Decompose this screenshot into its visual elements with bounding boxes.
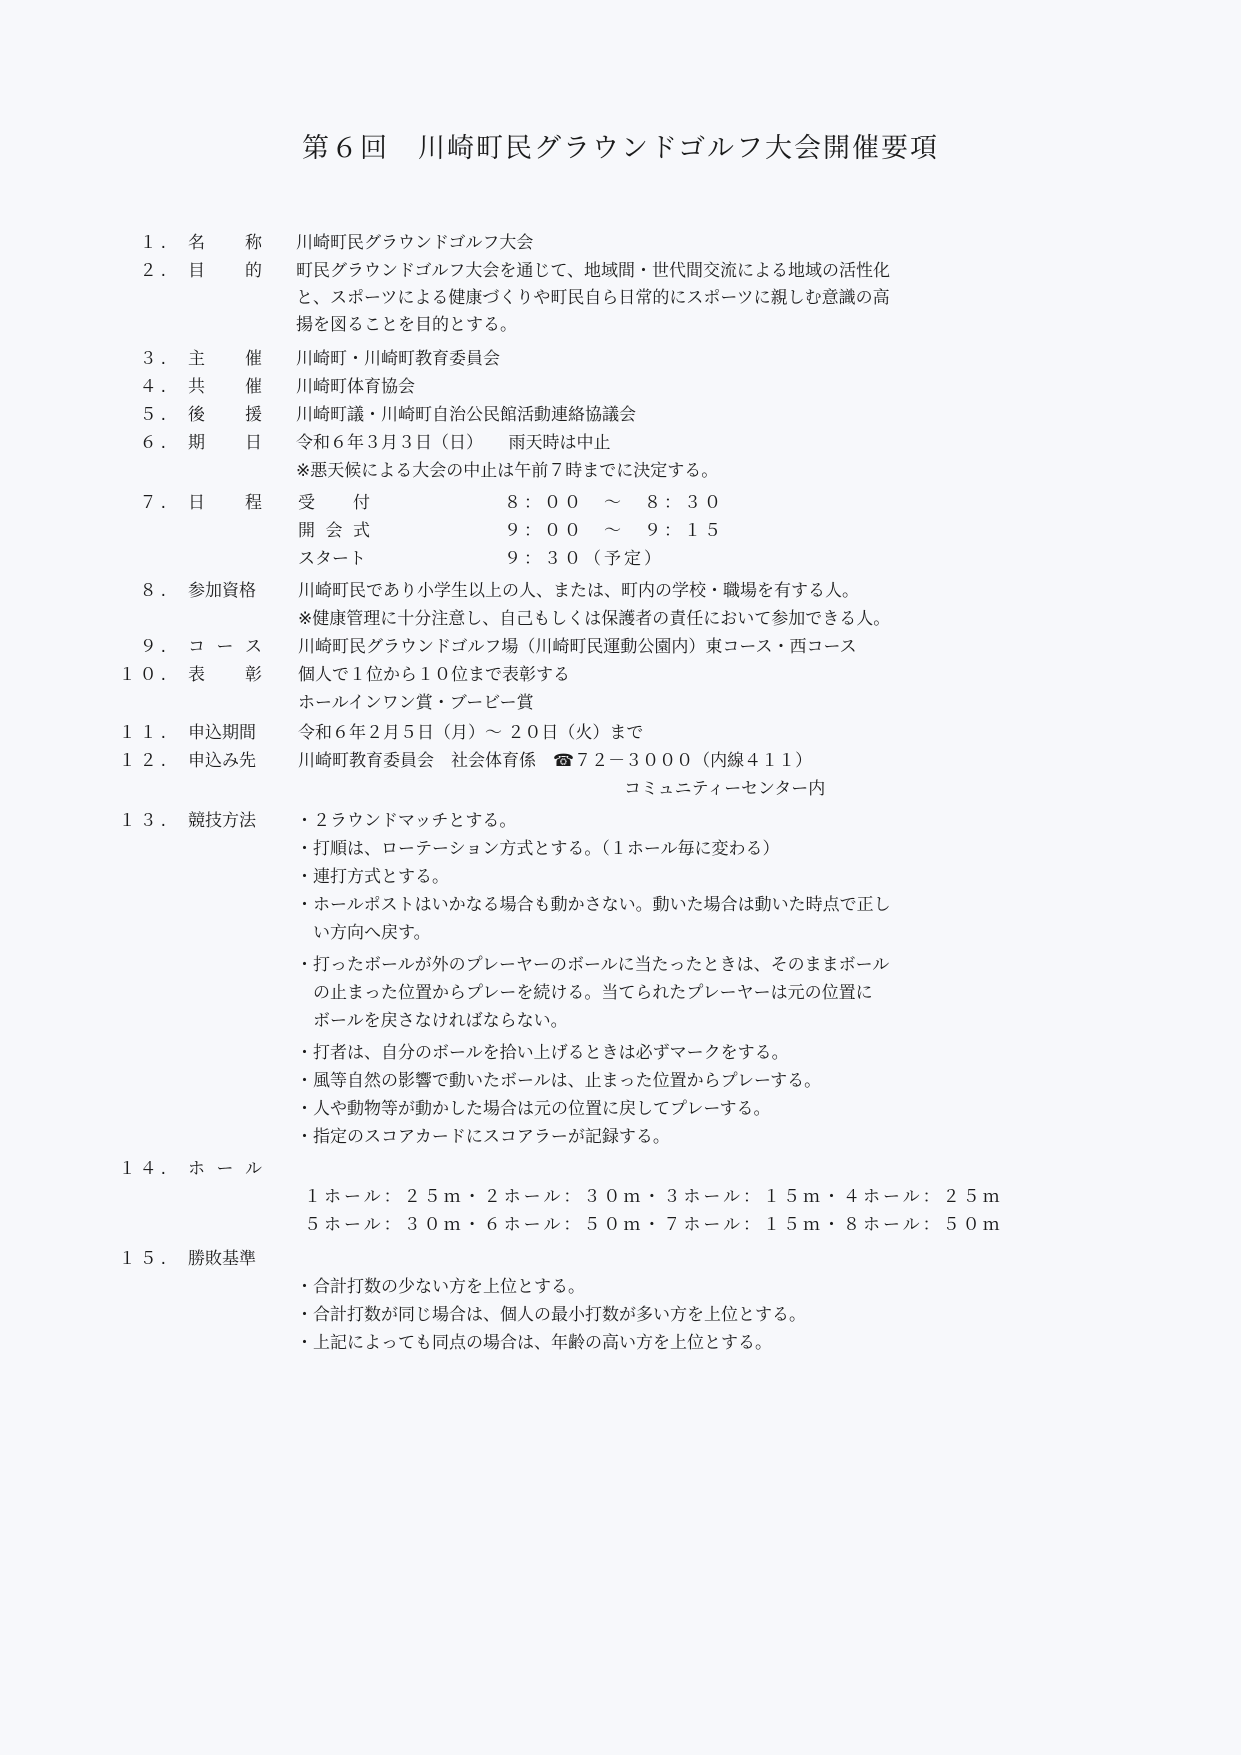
item-label: 日 程: [188, 493, 262, 513]
rule-text: ・人や動物等が動かした場合は元の位置に戻してプレーする。: [296, 1099, 771, 1119]
item-text: 個人で１位から１０位まで表彰する: [298, 665, 570, 685]
document-title: 第６回 川崎町民グラウンドゴルフ大会開催要項: [302, 133, 939, 164]
item-label: 期 日: [188, 433, 262, 453]
item-label: コ ー ス: [188, 637, 262, 657]
item-text: 川崎町民グラウンドゴルフ場（川崎町民運動公園内）東コース・西コース: [298, 637, 857, 657]
item-label: 申込期間: [188, 723, 256, 743]
item-text: 川崎町民であり小学生以上の人、または、町内の学校・職場を有する人。: [298, 581, 859, 601]
rule-text: い方向へ戻す。: [296, 923, 431, 943]
item-label: 表 彰: [188, 665, 262, 685]
item-number: ２.: [139, 261, 170, 281]
schedule-time: ９：００ ～ ９：１５: [504, 521, 724, 541]
item-text: 町民グラウンドゴルフ大会を通じて、地域間・世代間交流による地域の活性化: [296, 261, 890, 281]
rule-text: ・ホールポストはいかなる場合も動かさない。動いた場合は動いた時点で正し: [296, 895, 891, 915]
item-text: ※健康管理に十分注意し、自己もしくは保護者の責任において参加できる人。: [298, 609, 891, 629]
rule-text: ・打者は、自分のボールを拾い上げるときは必ずマークをする。: [296, 1043, 789, 1063]
item-label: 参加資格: [188, 581, 256, 601]
rule-text: ・連打方式とする。: [296, 867, 449, 887]
item-number: １３.: [118, 811, 170, 831]
item-label: 主 催: [188, 349, 262, 369]
item-number: １４.: [118, 1159, 170, 1179]
rule-text: ・合計打数が同じ場合は、個人の最小打数が多い方を上位とする。: [296, 1305, 806, 1325]
rule-text: ・合計打数の少ない方を上位とする。: [296, 1277, 585, 1297]
item-number: １５.: [118, 1249, 170, 1269]
item-text: 川崎町議・川崎町自治公民館活動連絡協議会: [296, 405, 636, 425]
item-text: 川崎町教育委員会 社会体育係 ☎７２－３０００（内線４１１）: [298, 751, 813, 771]
rule-text: ・２ラウンドマッチとする。: [296, 811, 517, 831]
rule-text: ・打順は、ローテーション方式とする。（１ホール毎に変わる）: [296, 839, 780, 859]
hole-distances: ５ホール：３０ｍ・６ホール：５０ｍ・７ホール：１５ｍ・８ホール：５０ｍ: [304, 1215, 1003, 1235]
item-number: １０.: [118, 665, 170, 685]
item-number: ４.: [139, 377, 170, 397]
item-label: 共 催: [188, 377, 262, 397]
item-number: ９.: [139, 637, 170, 657]
item-text: と、スポーツによる健康づくりや町民自ら日常的にスポーツに親しむ意識の高: [296, 288, 890, 308]
item-number: ３.: [139, 349, 170, 369]
item-label: 勝敗基準: [188, 1249, 256, 1269]
hole-distances: １ホール：２５ｍ・２ホール：３０ｍ・３ホール：１５ｍ・４ホール：２５ｍ: [304, 1187, 1003, 1207]
item-text: 揚を図ることを目的とする。: [296, 315, 517, 335]
item-text: ※悪天候による大会の中止は午前７時までに決定する。: [296, 461, 719, 481]
item-text: ホールインワン賞・ブービー賞: [298, 693, 534, 713]
rule-text: の止まった位置からプレーを続ける。当てられたプレーヤーは元の位置に: [296, 983, 873, 1003]
item-text: 川崎町体育協会: [296, 377, 415, 397]
item-number: １２.: [118, 751, 170, 771]
item-number: ７.: [139, 493, 170, 513]
schedule-name: スタート: [298, 549, 366, 569]
item-text: 令和６年３月３日（日） 雨天時は中止: [296, 433, 611, 453]
item-text: 川崎町・川崎町教育委員会: [296, 349, 500, 369]
item-label: 申込み先: [188, 751, 256, 771]
item-text: 川崎町民グラウンドゴルフ大会: [296, 233, 534, 253]
item-text: 令和６年２月５日（月）～ ２０日（火）まで: [298, 723, 644, 743]
schedule-time: ８：００ ～ ８：３０: [504, 493, 724, 513]
rule-text: ・打ったボールが外のプレーヤーのボールに当たったときは、そのままボール: [296, 955, 890, 975]
schedule-time: ９：３０（予定）: [504, 549, 664, 569]
schedule-name: 開 会 式: [298, 521, 370, 541]
item-label: ホ ー ル: [188, 1159, 262, 1179]
rule-text: ・指定のスコアカードにスコアラーが記録する。: [296, 1127, 670, 1147]
item-label: 競技方法: [188, 811, 256, 831]
rule-text: ・風等自然の影響で動いたボールは、止まった位置からプレーする。: [296, 1071, 822, 1091]
rule-text: ボールを戻さなければならない。: [296, 1011, 568, 1031]
item-number: １.: [139, 233, 170, 253]
item-number: ５.: [139, 405, 170, 425]
item-label: 名 称: [188, 233, 262, 253]
schedule-name: 受 付: [298, 493, 370, 513]
item-label: 後 援: [188, 405, 262, 425]
rule-text: ・上記によっても同点の場合は、年齢の高い方を上位とする。: [296, 1333, 772, 1353]
item-number: ８.: [139, 581, 170, 601]
item-text: コミュニティーセンター内: [624, 779, 826, 799]
item-number: ６.: [139, 433, 170, 453]
item-label: 目 的: [188, 261, 262, 281]
item-number: １１.: [118, 723, 170, 743]
